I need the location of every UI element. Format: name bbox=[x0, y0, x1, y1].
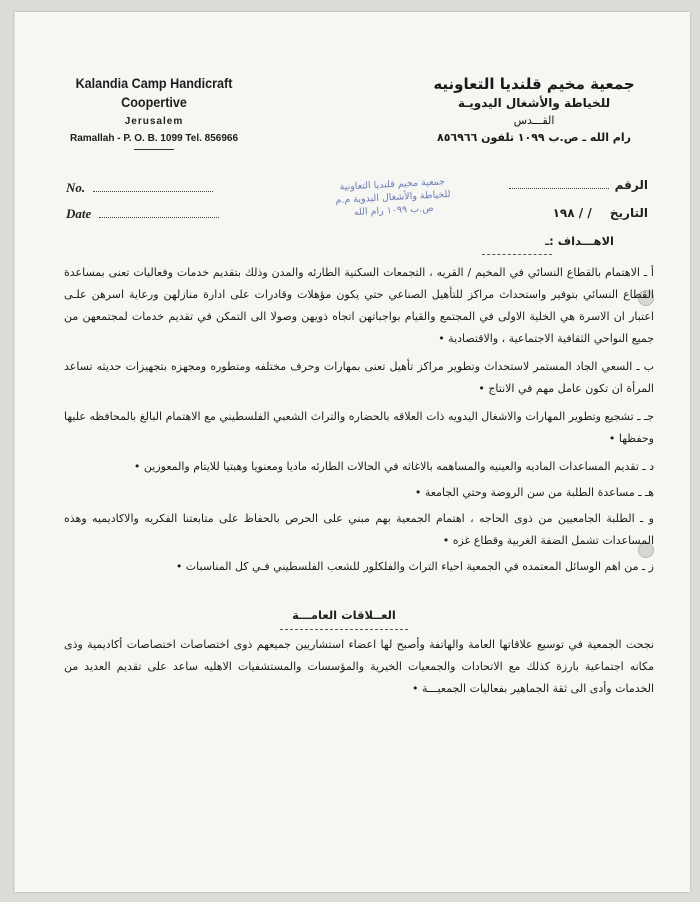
goal-item-b: ب ـ السعي الجاد المستمر لاستحداث وتطوير مراكز تأهيل تعنى بمهارات وحرف مختلفه ومتطوره ومجهزه بتجهيزات حديثه تساعد المرأة ان تكون عامل مهم في الانتاج • bbox=[64, 360, 654, 395]
letterhead-arabic bbox=[414, 74, 654, 144]
address-en: Ramallah - P. O. B. 1099 Tel. 856966 bbox=[69, 133, 239, 144]
page-edge bbox=[14, 12, 15, 892]
relations-heading: العــلاقات العامـــة bbox=[292, 608, 396, 622]
goals-heading: الاهـــداف :ـ bbox=[545, 234, 614, 248]
date-field-en bbox=[66, 206, 219, 222]
goals-underline bbox=[482, 254, 552, 255]
letterhead-english bbox=[54, 74, 254, 150]
date-label-en: Date bbox=[66, 206, 92, 221]
address-ar: رام الله ـ ص.ب ١٠٩٩ تلفون ٨٥٦٩٦٦ bbox=[437, 131, 631, 144]
goals-list bbox=[64, 262, 654, 578]
ref-dotted-line-ar bbox=[509, 188, 609, 189]
document-page bbox=[14, 12, 690, 892]
date-value-ar: / / ١٩٨ bbox=[552, 206, 592, 220]
goal-item-e: هـ ـ مساعدة الطلبة من سن الروضة وحتي الجامعة • bbox=[414, 486, 654, 499]
org-name-ar-line1: جمعية مخيم قلنديا التعاونيه bbox=[433, 75, 635, 93]
relations-paragraph: نجحت الجمعية في توسيع علاقاتها العامة والهاتفة وأصبح لها اعضاء استشاريين جميعهم ذوى اختصاصات اختصاصات أكاديمية وذى مكانه اجتماعية بارزة كذلك مع الاتحادات والجمعيات الخيرية والمؤسسات والمستشفيات الاهليه ساعد على تقديم العديد من الخدمات وأدى الى ثقة الجماهير بفعاليات الجمعيـــة • bbox=[64, 638, 654, 695]
org-name-en-line2: Coopertive bbox=[121, 94, 187, 110]
goal-item-f: و ـ الطلبة الجامعيين من ذوى الحاجه ، اهتمام الجمعية بهم مبني على الحرص بالحفاظ على متابعتنا الفكريه والاكاديميه وهذه المساعدات تشمل الضفة الغربية وقطاع غزه • bbox=[64, 512, 654, 547]
no-label: No. bbox=[66, 180, 86, 195]
city-ar: القـــدس bbox=[513, 114, 555, 127]
stamp-line1: جمعية مخيم قلنديا التعاونية bbox=[339, 176, 446, 193]
goal-item-c: جـ ـ تشجيع وتطوير المهارات والاشغال اليدويه ذات العلاقه بالحضاره والتراث الشعبي الفلسطيني مع الاهتمام البالغ بالمحافظه عليها وحفظها • bbox=[64, 410, 654, 445]
org-name-en-line1: Kalandia Camp Handicraft bbox=[75, 75, 233, 91]
org-name-ar-line2: للخياطة والأشغال اليدويـة bbox=[457, 96, 611, 110]
stamp-line2: للخياطة والأشغال اليدوية م.م bbox=[335, 188, 451, 207]
ref-field-ar bbox=[509, 178, 648, 192]
date-field-ar bbox=[553, 206, 648, 220]
relations-underline bbox=[280, 629, 408, 630]
goal-item-a: أ ـ الاهتمام بالقطاع النسائي في المخيم / القريه ، التجمعات السكنية الطارئه والمدن وذلك بتقديم خدمات وفعاليات تعنى بمساعدة القطاع النسائي بتوفير واستحداث مراكز للتأهيل الصناعي حتي يكون مؤهلات وقادرات على ادارة منازلهن ورعاية اسرهن علـى اعتبار ان الاسرة هي الخلية الاولى في المجتمع والقيام بواجباتهن اتجاه ذويهن وصولا الى التمكن في تقديم خدمات لمجتمعهن من جميع النواحي الثقافية الاجتماعية ، والاقتصادية • bbox=[64, 266, 654, 345]
ref-label-ar: الرقم bbox=[614, 178, 648, 192]
stamp-line3: ص.ب ١٠٩٩ رام الله bbox=[353, 202, 434, 219]
goal-item-g: ز ـ من اهم الوسائل المعتمده في الجمعية احياء التراث والفلكلور للشعب الفلسطيني فـي كل المناسبات • bbox=[175, 560, 654, 573]
date-dotted-line-en bbox=[99, 217, 219, 218]
header-rule-en bbox=[134, 149, 174, 150]
no-dotted-line bbox=[93, 191, 213, 192]
date-label-ar: التاريخ bbox=[609, 206, 648, 220]
goal-item-d: د ـ تقديم المساعدات الماديه والعينيه والمساهمه بالاغاثه في الحالات الطارئه ماديا ومعنويا وهبتيا للايتام والمعوزين • bbox=[133, 460, 654, 473]
city-en: Jerusalem bbox=[124, 116, 184, 127]
no-field bbox=[66, 180, 213, 196]
organization-stamp bbox=[317, 174, 469, 221]
